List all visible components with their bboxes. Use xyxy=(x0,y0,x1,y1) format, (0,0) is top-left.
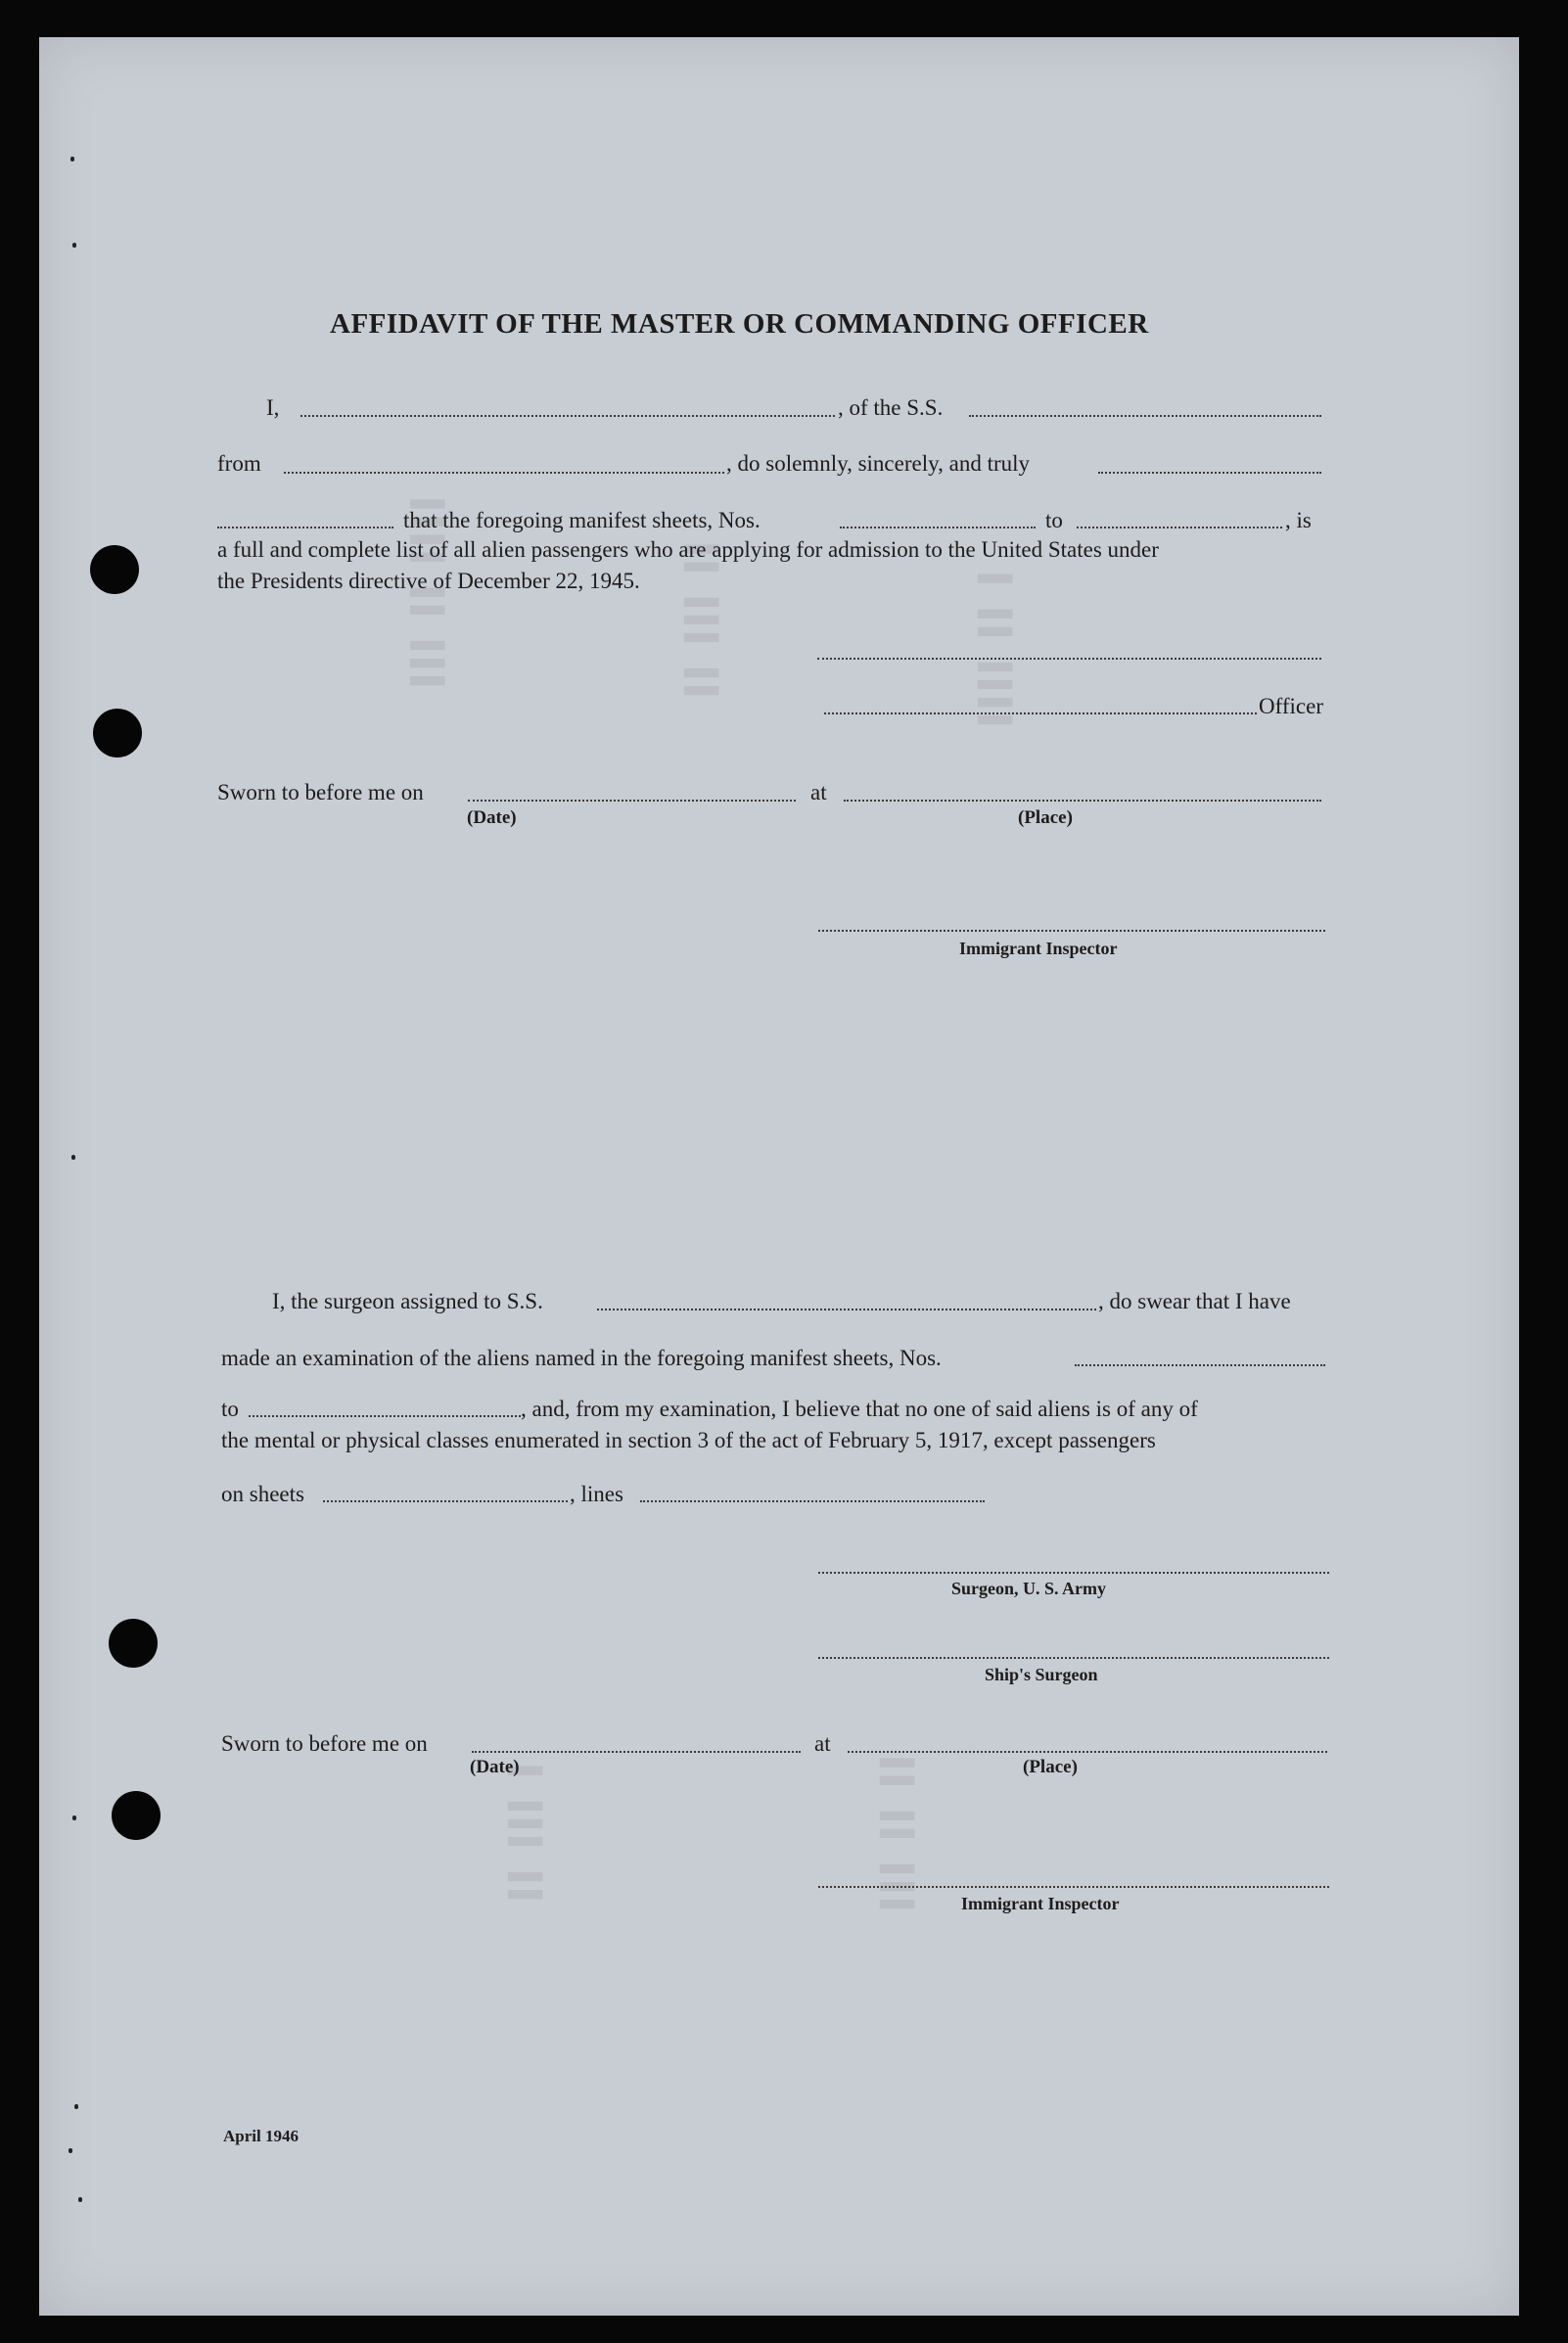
text-line-2: a full and complete list of all alien passengers who are applying for admission to the United States under xyxy=(217,537,1159,562)
label-officer: Officer xyxy=(1259,694,1323,718)
punch-hole xyxy=(112,1791,161,1840)
surgeon-line-1b: , do swear that I have xyxy=(1098,1289,1291,1313)
blank-sheet-from[interactable] xyxy=(840,527,1036,528)
caption-place: (Place) xyxy=(1018,807,1073,828)
surgeon-caption-place: (Place) xyxy=(1023,1757,1078,1777)
label-to: to xyxy=(1045,508,1063,532)
punch-hole xyxy=(109,1619,158,1668)
bleed-through: ▌▌ ▌▌▌ ▌▌ xyxy=(685,535,719,695)
margin-speck xyxy=(69,2148,72,2153)
surgeon-line-1a: I, the surgeon assigned to S.S. xyxy=(272,1289,543,1313)
label-immigrant-inspector: Immigrant Inspector xyxy=(959,939,1118,958)
blank-surgeon-inspector-signature[interactable] xyxy=(818,1886,1329,1888)
blank-sworn-date[interactable] xyxy=(468,800,796,802)
label-ships-surgeon: Ship's Surgeon xyxy=(985,1665,1098,1684)
surgeon-label-immigrant-inspector: Immigrant Inspector xyxy=(961,1894,1120,1913)
label-at: at xyxy=(810,780,827,804)
caption-date: (Date) xyxy=(467,807,517,828)
surgeon-caption-date: (Date) xyxy=(470,1757,520,1777)
surgeon-label-at: at xyxy=(814,1731,831,1756)
margin-speck xyxy=(72,243,76,248)
label-from: from xyxy=(217,451,261,476)
surgeon-label-lines: , lines xyxy=(570,1482,623,1506)
label-surgeon-army: Surgeon, U. S. Army xyxy=(951,1579,1107,1598)
margin-speck xyxy=(70,157,74,161)
blank-ship-name[interactable] xyxy=(969,415,1321,417)
bleed-through: ▌▌▌ ▌▌ ▌▌ xyxy=(881,1749,915,1908)
margin-speck xyxy=(78,2197,82,2202)
blank-inspector-signature[interactable] xyxy=(818,930,1325,932)
surgeon-line-3b: , and, from my examination, I believe that no one of said aliens is of any of xyxy=(521,1397,1198,1421)
label-is: , is xyxy=(1285,508,1312,532)
blank-ships-surgeon-signature[interactable] xyxy=(818,1657,1329,1659)
blank-sworn-place[interactable] xyxy=(844,800,1321,802)
blank-declare-cont[interactable] xyxy=(217,527,393,528)
label-i: I, xyxy=(266,395,280,420)
margin-speck xyxy=(71,1155,75,1160)
label-do-solemnly: , do solemnly, sincerely, and truly xyxy=(726,451,1031,476)
surgeon-line-4: the mental or physical classes enumerated in section 3 of the act of February 5, 1917, except passengers xyxy=(221,1428,1156,1452)
blank-declare[interactable] xyxy=(1098,472,1321,474)
blank-port-from[interactable] xyxy=(284,472,724,474)
bleed-through: ▌▌▌ ▌▌ ▌▌▌▌ xyxy=(411,490,445,685)
surgeon-label-sworn: Sworn to before me on xyxy=(221,1731,428,1756)
margin-speck xyxy=(74,2104,78,2109)
blank-surgeon-sheet-to[interactable] xyxy=(249,1415,521,1417)
blank-surgeon-sworn-place[interactable] xyxy=(848,1751,1327,1753)
text-line-3: the Presidents directive of December 22, 1945. xyxy=(217,569,640,593)
label-of-the-ss: , of the S.S. xyxy=(838,395,944,420)
bleed-through: ▌▌▌▌ ▌▌ ▌ xyxy=(979,565,1013,724)
blank-army-surgeon-signature[interactable] xyxy=(818,1572,1329,1574)
form-date: April 1946 xyxy=(223,2127,299,2145)
punch-hole xyxy=(90,545,139,594)
affidavit-title: AFFIDAVIT OF THE MASTER OR COMMANDING OFFICER xyxy=(330,308,1149,340)
blank-officer-signature[interactable] xyxy=(824,712,1257,714)
blank-master-name[interactable] xyxy=(300,415,835,417)
label-that-sheets: that the foregoing manifest sheets, Nos. xyxy=(403,508,761,532)
surgeon-label-on-sheets: on sheets xyxy=(221,1482,304,1506)
blank-exception-sheets[interactable] xyxy=(323,1500,568,1502)
form-page xyxy=(39,37,1519,2316)
blank-sheet-to[interactable] xyxy=(1077,527,1282,528)
punch-hole xyxy=(93,709,142,758)
blank-surgeon-sheet-from[interactable] xyxy=(1075,1364,1325,1366)
bleed-through: ▌▌ ▌▌▌ ▌ xyxy=(509,1757,543,1899)
blank-signature-1[interactable] xyxy=(817,658,1321,660)
blank-surgeon-ship[interactable] xyxy=(597,1309,1096,1310)
surgeon-line-2: made an examination of the aliens named in the foregoing manifest sheets, Nos. xyxy=(221,1346,942,1370)
margin-speck xyxy=(72,1815,76,1820)
surgeon-label-to: to xyxy=(221,1397,239,1421)
label-sworn: Sworn to before me on xyxy=(217,780,424,804)
blank-exception-lines[interactable] xyxy=(640,1500,985,1502)
blank-surgeon-sworn-date[interactable] xyxy=(472,1751,801,1753)
